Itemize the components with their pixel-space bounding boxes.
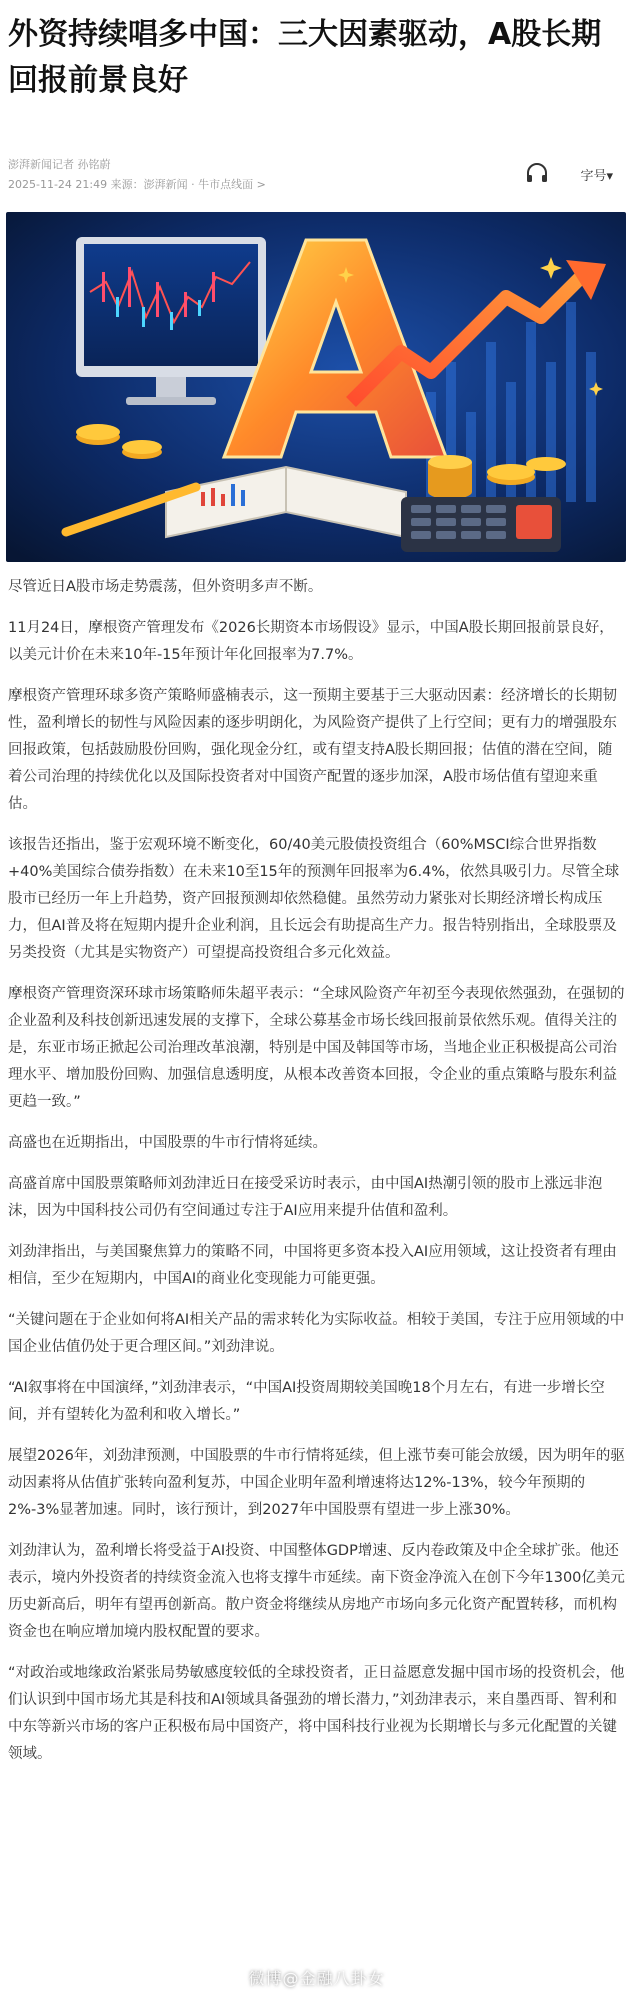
paragraph-9: “关键问题在于企业如何将AI相关产品的需求转化为实际收益。相较于美国，专注于应用领域的中国企业估值仍处于更合理区间。”刘劲津说。 — [8, 1312, 625, 1355]
paragraph-5: 摩根资产管理资深环球市场策略师朱超平表示：“全球风险资产年初至今表现依然强劲，在强韧的企业盈利及科技创新迅速发展的支撑下，全球公募基金市场长线回报前景依然乐观。值得关注的是，东亚市场正掀起公司治理改革浪潮，特别是中国及韩国等市场，当地企业正积极提高公司治理水平、增加股份回购、加强信息透明度，从根本改善资本回报，令企业的重点策略与股东利益更趋一致。” — [8, 986, 625, 1110]
paragraph-12: 刘劲津认为，盈利增长将受益于AI投资、中国整体GDP增速、反内卷政策及中企全球扩张。他还表示，境内外投资者的持续资金流入也将支撑牛市延续。南下资金净流入在创下今年1300亿美元历史新高后，明年有望再创新高。散户资金将继续从房地产市场向多元化资产配置转移，而机构资金也在响应增加境内股权配置的要求。 — [8, 1543, 625, 1640]
paragraph-11: 展望2026年，刘劲津预测，中国股票的牛市行情将延续，但上涨节奏可能会放缓，因为明年的驱动因素将从估值扩张转向盈利复苏，中国企业明年盈利增速将达12%-13%，较今年预期的2%-3%显著加速。同时，该行预计，到2027年中国股票有望进一步上涨30%。 — [8, 1448, 625, 1518]
article-title: 外资持续唱多中国：三大因素驱动，A股长期回报前景良好 — [8, 17, 602, 98]
paragraph-3: 摩根资产管理环球多资产策略师盛楠表示，这一预期主要基于三大驱动因素：经济增长的长期韧性，盈利增长的韧性与风险因素的逐步明朗化，为风险资产提供了上行空间；更有力的增强股东回报政策，包括鼓励股份回购，强化现金分红，或有望支持A股长期回报；估值的潜在空间，随着公司治理的持续优化以及国际投资者对中国资产配置的逐步加深，A股市场估值有望迎来重估。 — [8, 688, 617, 812]
paragraph-7: 高盛首席中国股票策略师刘劲津近日在接受采访时表示，由中国AI热潮引领的股市上涨远非泡沫，因为中国科技公司仍有空间通过专注于AI应用来提升估值和盈利。 — [8, 1176, 603, 1219]
paragraph-2: 11月24日，摩根资产管理发布《2026长期资本市场假设》显示，中国A股长期回报前景良好，以美元计价在未来10年-15年预计年化回报率为7.7%。 — [8, 620, 614, 663]
date-source[interactable]: 2025-11-24 21:49 来源：澎湃新闻 · 牛市点线面 > — [8, 178, 266, 191]
paragraph-8: 刘劲津指出，与美国聚焦算力的策略不同，中国将更多资本投入AI应用领域，这让投资者有理由相信，至少在短期内，中国AI的商业化变现能力可能更强。 — [8, 1244, 617, 1287]
paragraph-13: “对政治或地缘政治紧张局势敏感度较低的全球投资者，正日益愿意发掘中国市场的投资机会，他们认识到中国市场尤其是科技和AI领域具备强劲的增长潜力，”刘劲津表示，来自墨西哥、智利和中东等新兴市场的客户正积极布局中国资产，将中国科技行业视为长期增长与多元化配置的关键领域。 — [8, 1665, 625, 1762]
font-size-button[interactable]: 字号▾ — [580, 169, 613, 184]
hero-image — [6, 212, 626, 562]
headphones-icon[interactable] — [525, 162, 549, 184]
byline: 澎湃新闻记者 孙铭蔚 — [8, 158, 111, 171]
paragraph-10: “AI叙事将在中国演绎，”刘劲津表示，“中国AI投资周期较美国晚18个月左右，有进一步增长空间，并有望转化为盈利和收入增长。” — [8, 1380, 605, 1423]
article-meta — [6, 156, 627, 212]
paragraph-6: 高盛也在近期指出，中国股票的牛市行情将延续。 — [8, 1135, 327, 1151]
watermark — [0, 1966, 633, 1989]
paragraph-1: 尽管近日A股市场走势震荡，但外资明多声不断。 — [8, 579, 323, 595]
watermark-text: 微博@金融八卦女 — [248, 1969, 385, 1988]
paragraph-4: 该报告还指出，鉴于宏观环境不断变化，60/40美元股债投资组合（60%MSCI综合世界指数+40%美国综合债券指数）在未来10至15年的预测年回报率为6.4%，依然具吸引力。尽管全球股市已经历一年上升趋势，资产回报预测却依然稳健。虽然劳动力紧张对长期经济增长构成压力，但AI普及将在短期内提升企业利润，且长远会有助提高生产力。报告特别指出，全球股票及另类投资（尤其是实物资产）可望提高投资组合多元化效益。 — [8, 837, 620, 961]
article-container — [0, 12, 633, 1768]
